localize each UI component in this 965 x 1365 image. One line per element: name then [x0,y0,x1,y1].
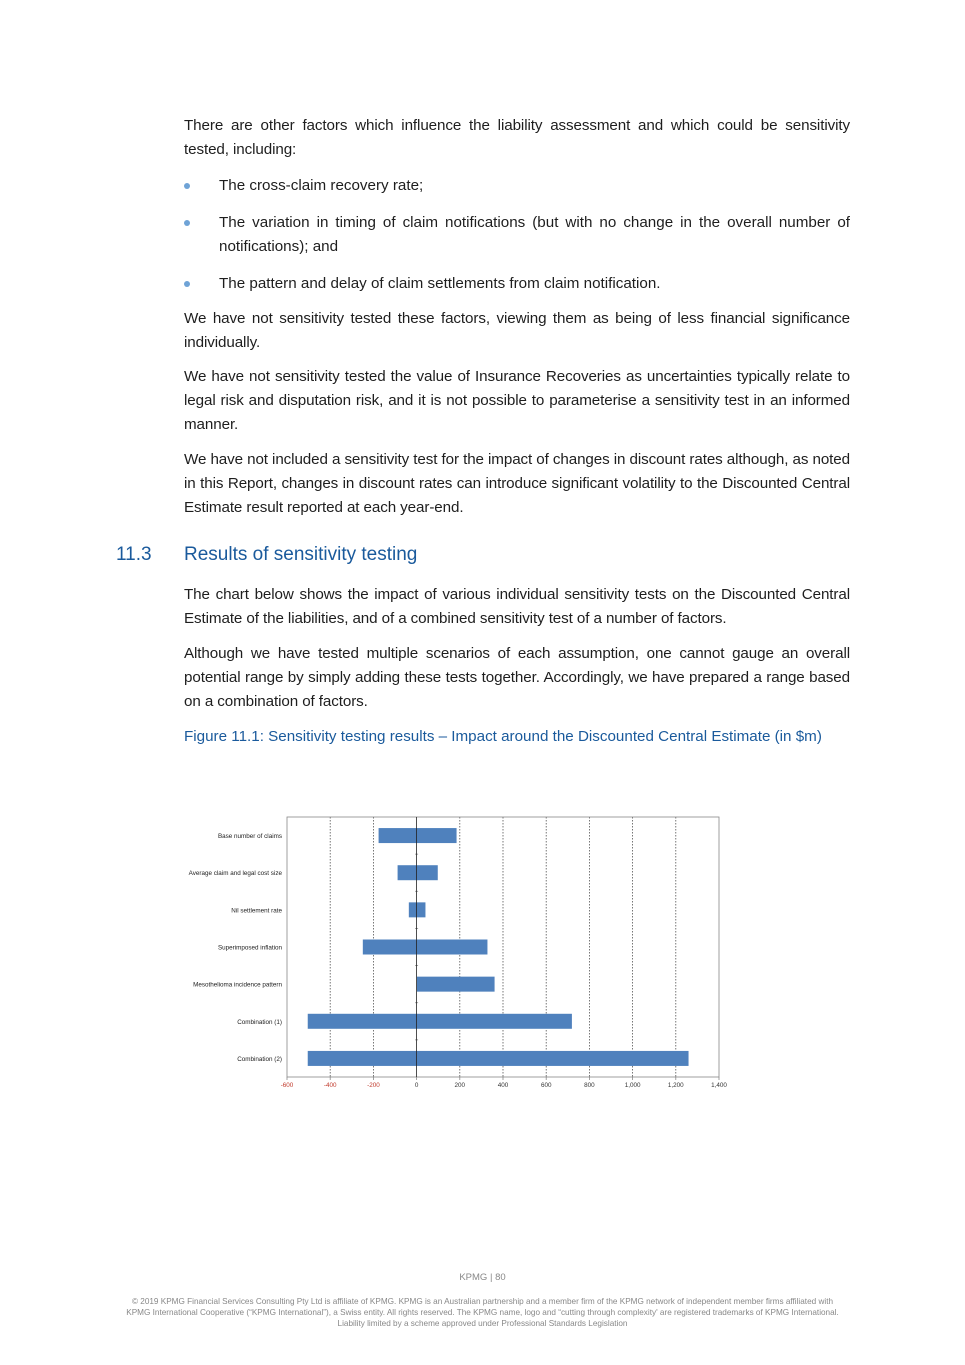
x-tick-label: -400 [323,1082,337,1089]
sensitivity-chart [170,800,750,1100]
section-title: Results of sensitivity testing [184,544,418,565]
bar [363,940,488,955]
body-paragraph: We have not sensitivity tested the value of Insurance Recoveries as uncertainties typically relate to legal risk and disputation risk, and it is not possible to parameterise a sensitivity test in an informed manner. [184,368,850,433]
category-label: Mesothelioma incidence pattern [193,981,282,989]
x-tick-label: 400 [497,1082,509,1089]
x-tick-label: -600 [280,1082,294,1089]
category-label: Nil settlement rate [231,907,282,915]
bullet-dot-icon [184,220,190,226]
x-tick-label: 1,200 [667,1082,684,1089]
body-paragraph: We have not sensitivity tested these factors, viewing them as being of less financial significance individually. [184,310,850,351]
category-label: Average claim and legal cost size [188,870,282,878]
bar [308,1051,689,1066]
category-label: Superimposed inflation [217,944,282,952]
x-tick-label: -200 [367,1082,380,1089]
bullet-text: The pattern and delay of claim settlements from claim notification. [219,275,661,292]
bullet-text: The cross-claim recovery rate; [219,177,424,194]
body-paragraph: The chart below shows the impact of various individual sensitivity tests on the Discounted Central Estimate of the liabilities, and of a combined sensitivity test of a number of factors. [184,586,850,627]
bar [417,977,495,992]
x-tick-label: 800 [584,1082,595,1089]
x-tick-label: 200 [454,1082,466,1089]
bar [398,865,438,880]
intro-paragraph: There are other factors which influence the liability assessment and which could be sensitivity tested, including: [184,117,850,158]
bullet-text: The variation in timing of claim notifications (but with no change in the overall number of notifications); and [219,214,850,255]
bar [409,902,426,917]
x-tick-label: 1,000 [624,1082,641,1089]
figure-caption: Figure 11.1: Sensitivity testing results – Impact around the Discounted Central Estimate (in $m) [184,728,822,745]
category-label: Combination (2) [237,1055,282,1063]
x-tick-label: 600 [540,1082,552,1089]
bullet-dot-icon [184,183,190,189]
x-tick-label: 0 [414,1082,419,1089]
section-number: 11.3 [116,544,152,565]
copyright-notice: © 2019 KPMG Financial Services Consulting Pty Ltd is affiliate of KPMG. KPMG is an Australian partnership and a member firm of the KPMG network of independent member firms affiliated with KPMG International Cooperative (“KPMG International”), a Swiss entity. All rights reserved. The KPMG name, logo and “cutting through complexity' are registered trademarks of KPMG International. Liability limited by a scheme approved under Professional Standards Legislation [126,1297,839,1328]
bullet-dot-icon [184,281,190,287]
body-paragraph: Although we have tested multiple scenarios of each assumption, one cannot gauge an overall potential range by simply adding these tests together. Accordingly, we have prepared a range based on a combination of factors. [184,645,850,710]
page-number: KPMG | 80 [459,1272,506,1283]
category-label: Combination (1) [237,1018,282,1026]
bar [308,1014,572,1029]
bar [379,828,457,843]
body-paragraph: We have not included a sensitivity test for the impact of changes in discount rates although, as noted in this Report, changes in discount rates can introduce significant volatility to the Discounted Central Estimate result reported at each year-end. [184,451,850,516]
category-label: Base number of claims [217,833,282,841]
x-tick-label: 1,400 [711,1082,727,1089]
